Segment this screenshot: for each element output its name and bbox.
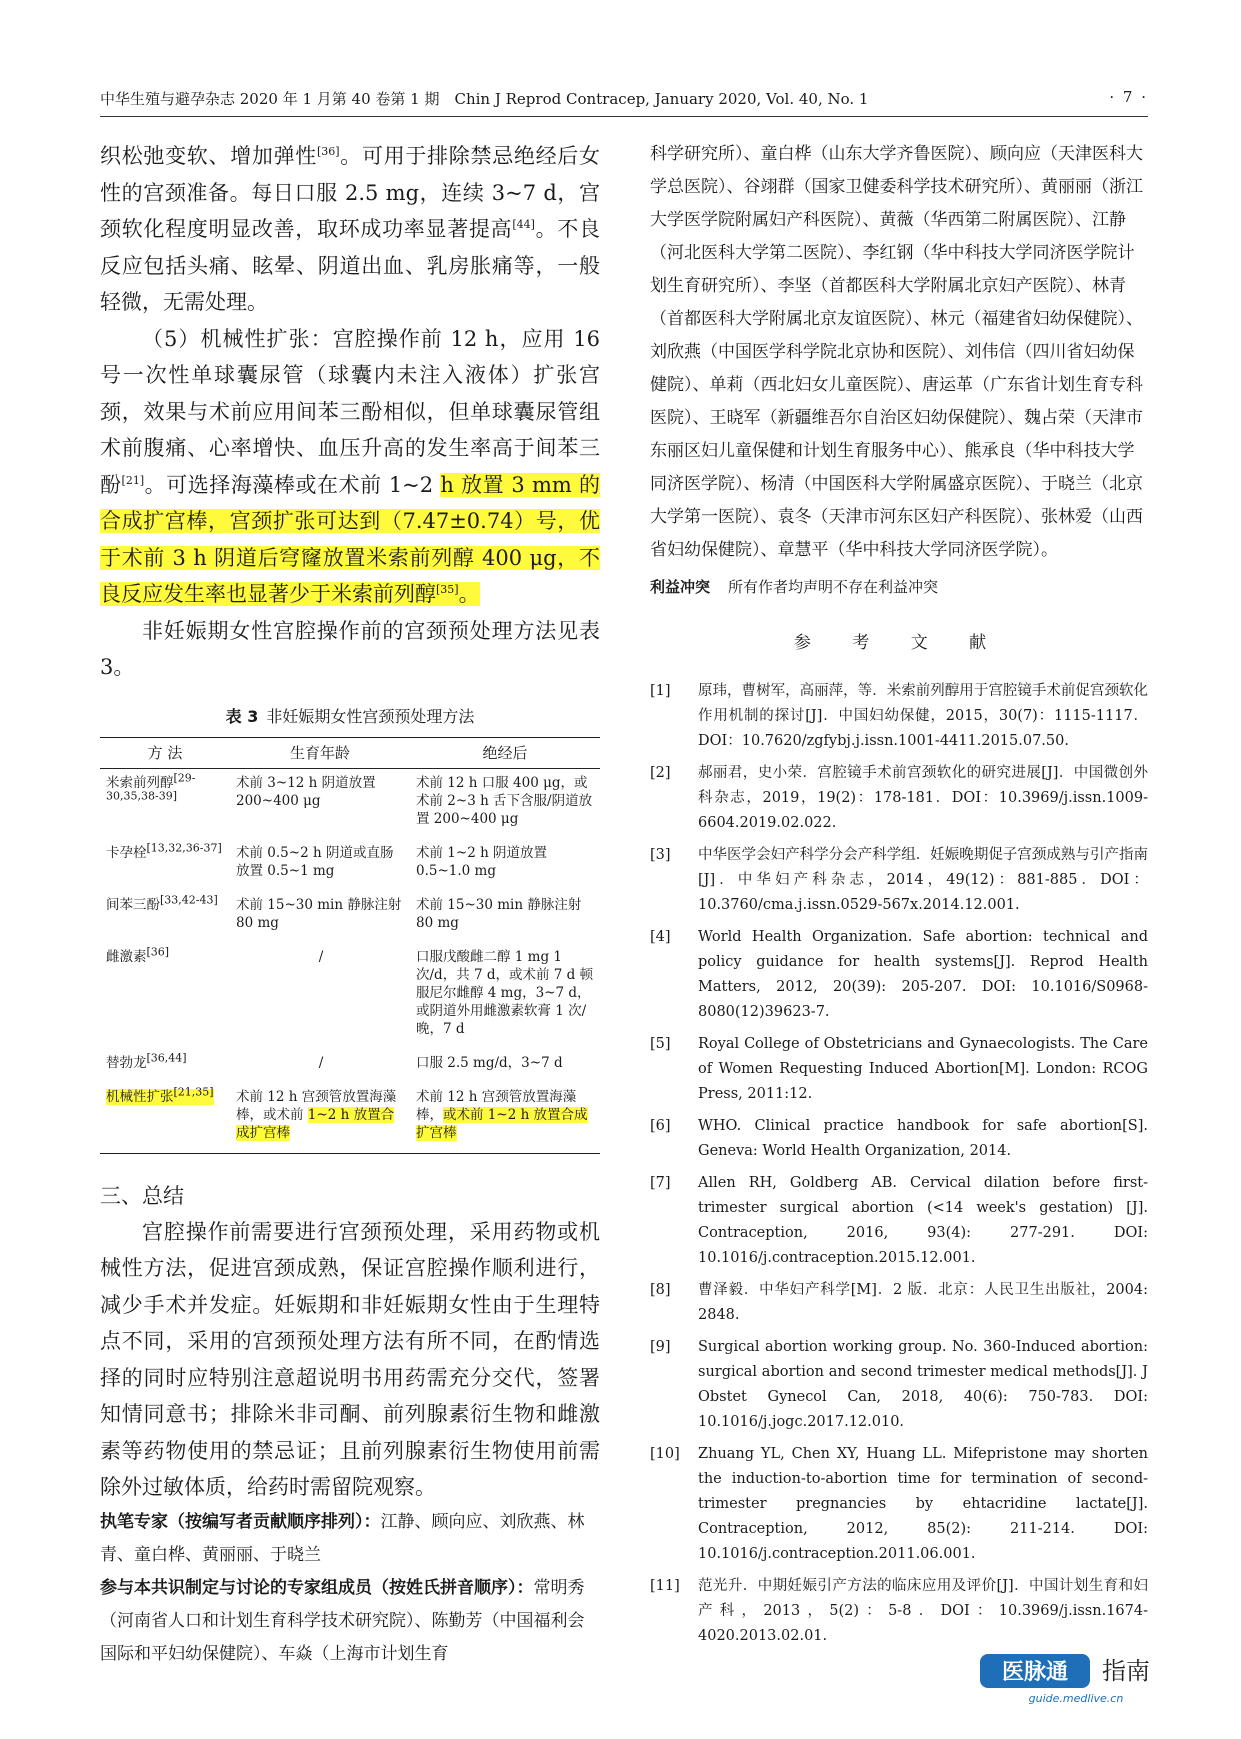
- reference-number: [5]: [650, 1036, 671, 1052]
- members: 参与本共识制定与讨论的专家组成员（按姓氏拼音顺序）：常明秀（河南省人口和计划生育科学技术研究院）、陈勤芳（中国福利会国际和平妇幼保健院）、车焱（上海市计划生育: [100, 1577, 585, 1664]
- reference-number: [7]: [650, 1175, 671, 1191]
- table-header: 方 法: [100, 737, 230, 768]
- paragraph-tibolone: 织松弛变软、增加弹性[36]。可用于排除禁忌绝经后女性的宫颈准备。每日口服 2.5 mg，连续 3~7 d，宫颈软化程度明显改善，取环成功率显著提高[44]。不良反应包括头痛、眩晕、阴道出血、乳房胀痛等，一般轻微，无需处理。: [100, 144, 601, 314]
- reference-number: [2]: [650, 765, 671, 781]
- reference-text: 曹泽毅．中华妇产科学[M]．2 版．北京：人民卫生出版社，2004: 2848.: [698, 1282, 1148, 1323]
- table-row: 米索前列醇[29-30,35,38-39] 术前 3~12 h 阴道放置 200~400 μg 术前 12 h 口服 400 μg，或术前 2~3 h 舌下含服/阴道放置 200~400 μg: [106, 771, 593, 827]
- reference-text: Surgical abortion working group. No. 360-Induced abortion: surgical abortion and second trimester medical methods[J]. J Obstet Gynecol Can, 2018, 40(6): 750-783. DOI: 10.1016/j.jogc.2017.12.010.: [698, 1339, 1148, 1430]
- reference-number: [11]: [650, 1578, 680, 1594]
- paragraph-mechanical: （5）机械性扩张：宫腔操作前 12 h，应用 16 号一次性单球囊尿管（球囊内未注入液体）扩张宫颈，效果与术前应用间苯三酚相似，但单球囊尿管组术前腹痛、心率增快、血压升高的发生率高于间苯三酚[21]。可选择海藻棒或在术前 1~2 h 放置 3 mm 的合成扩宫棒，宫颈扩张可达到（7.47±0.74）号，优于术前 3 h 阴道后穹窿放置米索前列醇 400 μg，不良反应发生率也显著少于米索前列醇[35]。: [100, 326, 601, 606]
- reference-number: [3]: [650, 847, 671, 863]
- members-continued: 科学研究所）、童白桦（山东大学齐鲁医院）、顾向应（天津医科大学总医院）、谷翊群（国家卫健委科学技术研究所）、黄丽丽（浙江大学医学院附属妇产科医院）、黄薇（华西第二附属医院）、江静（河北医科大学第二医院）、李红钢（华中科技大学同济医学院计划生育研究所）、李坚（首都医科大学附属北京妇产医院）、林青（首都医科大学附属北京友谊医院）、林元（福建省妇幼保健院）、刘欣燕（中国医学科学院北京协和医院）、刘伟信（四川省妇幼保健院）、单莉（西北妇女儿童医院）、唐运革（广东省计划生育专科医院）、王晓军（新疆维吾尔自治区妇幼保健院）、魏占荣（天津市东丽区妇儿童保健和计划生育服务中心）、熊承良（华中科技大学同济医学院）、杨清（中国医科大学附属盛京医院）、于晓兰（北京大学第一医院）、袁冬（天津市河东区妇产科医院）、张林爱（山西省妇幼保健院）、章慧平（华中科技大学同济医学院）。: [650, 144, 1143, 560]
- reference-text: WHO. Clinical practice handbook for safe abortion[S]. Geneva: World Health Organization, 2014.: [698, 1118, 1148, 1159]
- highlighted-text: h 放置 3 mm 的合成扩宫棒，宫颈扩张可达到（7.47±0.74）号，优于术前 3 h 阴道后穹窿放置米索前列醇 400 μg，不良反应发生率也显著少于米索前列醇[35]。: [100, 472, 601, 606]
- reference-item: [650, 1335, 1148, 1435]
- reference-text: 原玮，曹树军，高丽萍，等．米索前列醇用于宫腔镜手术前促宫颈软化作用机制的探讨[J]．中国妇幼保健，2015，30(7)：1115-1117．DOI：10.7620/zgfybj.j.issn.1001-4411.2015.07.50.: [698, 683, 1148, 749]
- paragraph-table-ref: 非妊娠期女性宫腔操作前的宫颈预处理方法见表 3。: [100, 618, 600, 679]
- section-heading: 三、总结: [100, 1183, 184, 1208]
- reference-text: Royal College of Obstetricians and Gynaecologists. The Care of Women Requesting Induced Abortion[M]. London: RCOG Press, 2011:12.: [698, 1036, 1148, 1102]
- reference-item: [650, 761, 1148, 836]
- reference-number: [10]: [650, 1446, 680, 1462]
- reference-item: [650, 1032, 1148, 1107]
- reference-item: [650, 1278, 1148, 1328]
- logo-url: guide.medlive.cn: [1028, 1692, 1124, 1705]
- table-row: 卡孕栓[13,32,36-37] 术前 0.5~2 h 阴道或直肠放置 0.5~1 mg 术前 1~2 h 阴道放置 0.5~1.0 mg: [106, 841, 548, 879]
- reference-number: [6]: [650, 1118, 671, 1134]
- reference-item: [650, 679, 1148, 754]
- medlive-logo: [976, 1648, 1176, 1708]
- medlive-logo-icon: [976, 1648, 1176, 1708]
- table-row: 替勃龙[36,44] / 口服 2.5 mg/d，3~7 d: [106, 1051, 563, 1071]
- reference-text: Allen RH, Goldberg AB. Cervical dilation before first-trimester surgical abortion (<14 week's gestation) [J]. Contraception, 2016, 93(4): 277-291. DOI: 10.1016/j.contraception.2015.12.001.: [698, 1175, 1148, 1266]
- table-header: 生育年龄: [230, 737, 410, 768]
- table-3: [100, 737, 600, 1154]
- running-header: [100, 86, 1148, 117]
- table-caption: 表 3 非妊娠期女性宫颈预处理方法: [225, 706, 475, 726]
- table-row: 雌激素[36] / 口服戊酸雌二醇 1 mg 1 次/d，共 7 d，或术前 7 d 顿服尼尔雌醇 4 mg，3~7 d，或阴道外用雌激素软膏 1 次/晚，7 d: [106, 945, 594, 1037]
- logo-guide: 指南: [1102, 1657, 1150, 1685]
- logo-brand: 医脉通: [1001, 1660, 1069, 1685]
- reference-text: Zhuang YL, Chen XY, Huang LL. Mifepristone may shorten the induction-to-abortion time for termination of second-trimester pregnancies by ehtacridine lactate[J]. Contraception, 2012, 85(2): 211-214. DOI: 10.1016/j.contraception.2011.06.001.: [698, 1446, 1148, 1562]
- reference-number: [9]: [650, 1339, 671, 1355]
- conflict-of-interest: 利益冲突 所有作者均声明不存在利益冲突: [650, 578, 939, 596]
- right-column: [650, 138, 1148, 1656]
- table-header: 绝经后: [410, 737, 600, 768]
- reference-item: [650, 843, 1148, 918]
- reference-item: [650, 1171, 1148, 1271]
- reference-item: [650, 1114, 1148, 1164]
- reference-number: [8]: [650, 1282, 671, 1298]
- reference-item: [650, 1574, 1148, 1649]
- table-row: 机械性扩张[21,35] 术前 12 h 宫颈管放置海藻棒，或术前 1~2 h 放置合成扩宫棒 术前 12 h 宫颈管放置海藻棒，或术前 1~2 h 放置合成扩宫棒: [100, 1083, 600, 1154]
- references-title: 参 考 文 献: [793, 633, 1005, 653]
- page-number: · 7 ·: [1109, 88, 1148, 106]
- reference-text: 郝丽君，史小荣．宫腔镜手术前宫颈软化的研究进展[J]．中国微创外科杂志，2019，19(2)：178-181．DOI：10.3969/j.issn.1009-6604.2019.02.022.: [698, 765, 1148, 831]
- journal-citation: 中华生殖与避孕杂志 2020 年 1 月第 40 卷第 1 期 Chin J Reprod Contracep, January 2020, Vol. 40, No. 1: [100, 90, 869, 108]
- authors: 执笔专家（按编写者贡献顺序排列）：江静、顾向应、刘欣燕、林青、童白桦、黄丽丽、于晓兰: [100, 1511, 585, 1565]
- reference-number: [4]: [650, 929, 671, 945]
- reference-item: [650, 925, 1148, 1025]
- reference-item: [650, 1442, 1148, 1567]
- table-row: 间苯三酚[33,42-43] 术前 15~30 min 静脉注射 80 mg 术前 15~30 min 静脉注射 80 mg: [106, 893, 582, 931]
- left-column: [100, 138, 600, 1671]
- reference-number: [1]: [650, 683, 671, 699]
- reference-text: World Health Organization. Safe abortion: technical and policy guidance for health systems[J]. Reprod Health Matters, 2012, 20(39): 205-207. DOI: 10.1016/S0968-8080(12)39623-7.: [698, 929, 1148, 1020]
- summary-paragraph: 宫腔操作前需要进行宫颈预处理，采用药物或机械性方法，促进宫颈成熟，保证宫腔操作顺利进行，减少手术并发症。妊娠期和非妊娠期女性由于生理特点不同，采用的宫颈预处理方法有所不同，在酌情选择的同时应特别注意超说明书用药需充分交代，签署知情同意书；排除米非司酮、前列腺素衍生物和雌激素等药物使用的禁忌证；且前列腺素衍生物使用前需除外过敏体质，给药时需留院观察。: [100, 1219, 600, 1499]
- reference-text: 范光升．中期妊娠引产方法的临床应用及评价[J]．中国计划生育和妇产科，2013，5(2)：5-8．DOI：10.3969/j.issn.1674-4020.2013.02.01.: [698, 1578, 1148, 1644]
- reference-text: 中华医学会妇产科学分会产科学组．妊娠晚期促子宫颈成熟与引产指南[J]．中华妇产科杂志，2014，49(12)：881-885．DOI：10.3760/cma.j.issn.0529-567x.2014.12.001.: [698, 847, 1148, 913]
- reference-list: [650, 679, 1148, 1649]
